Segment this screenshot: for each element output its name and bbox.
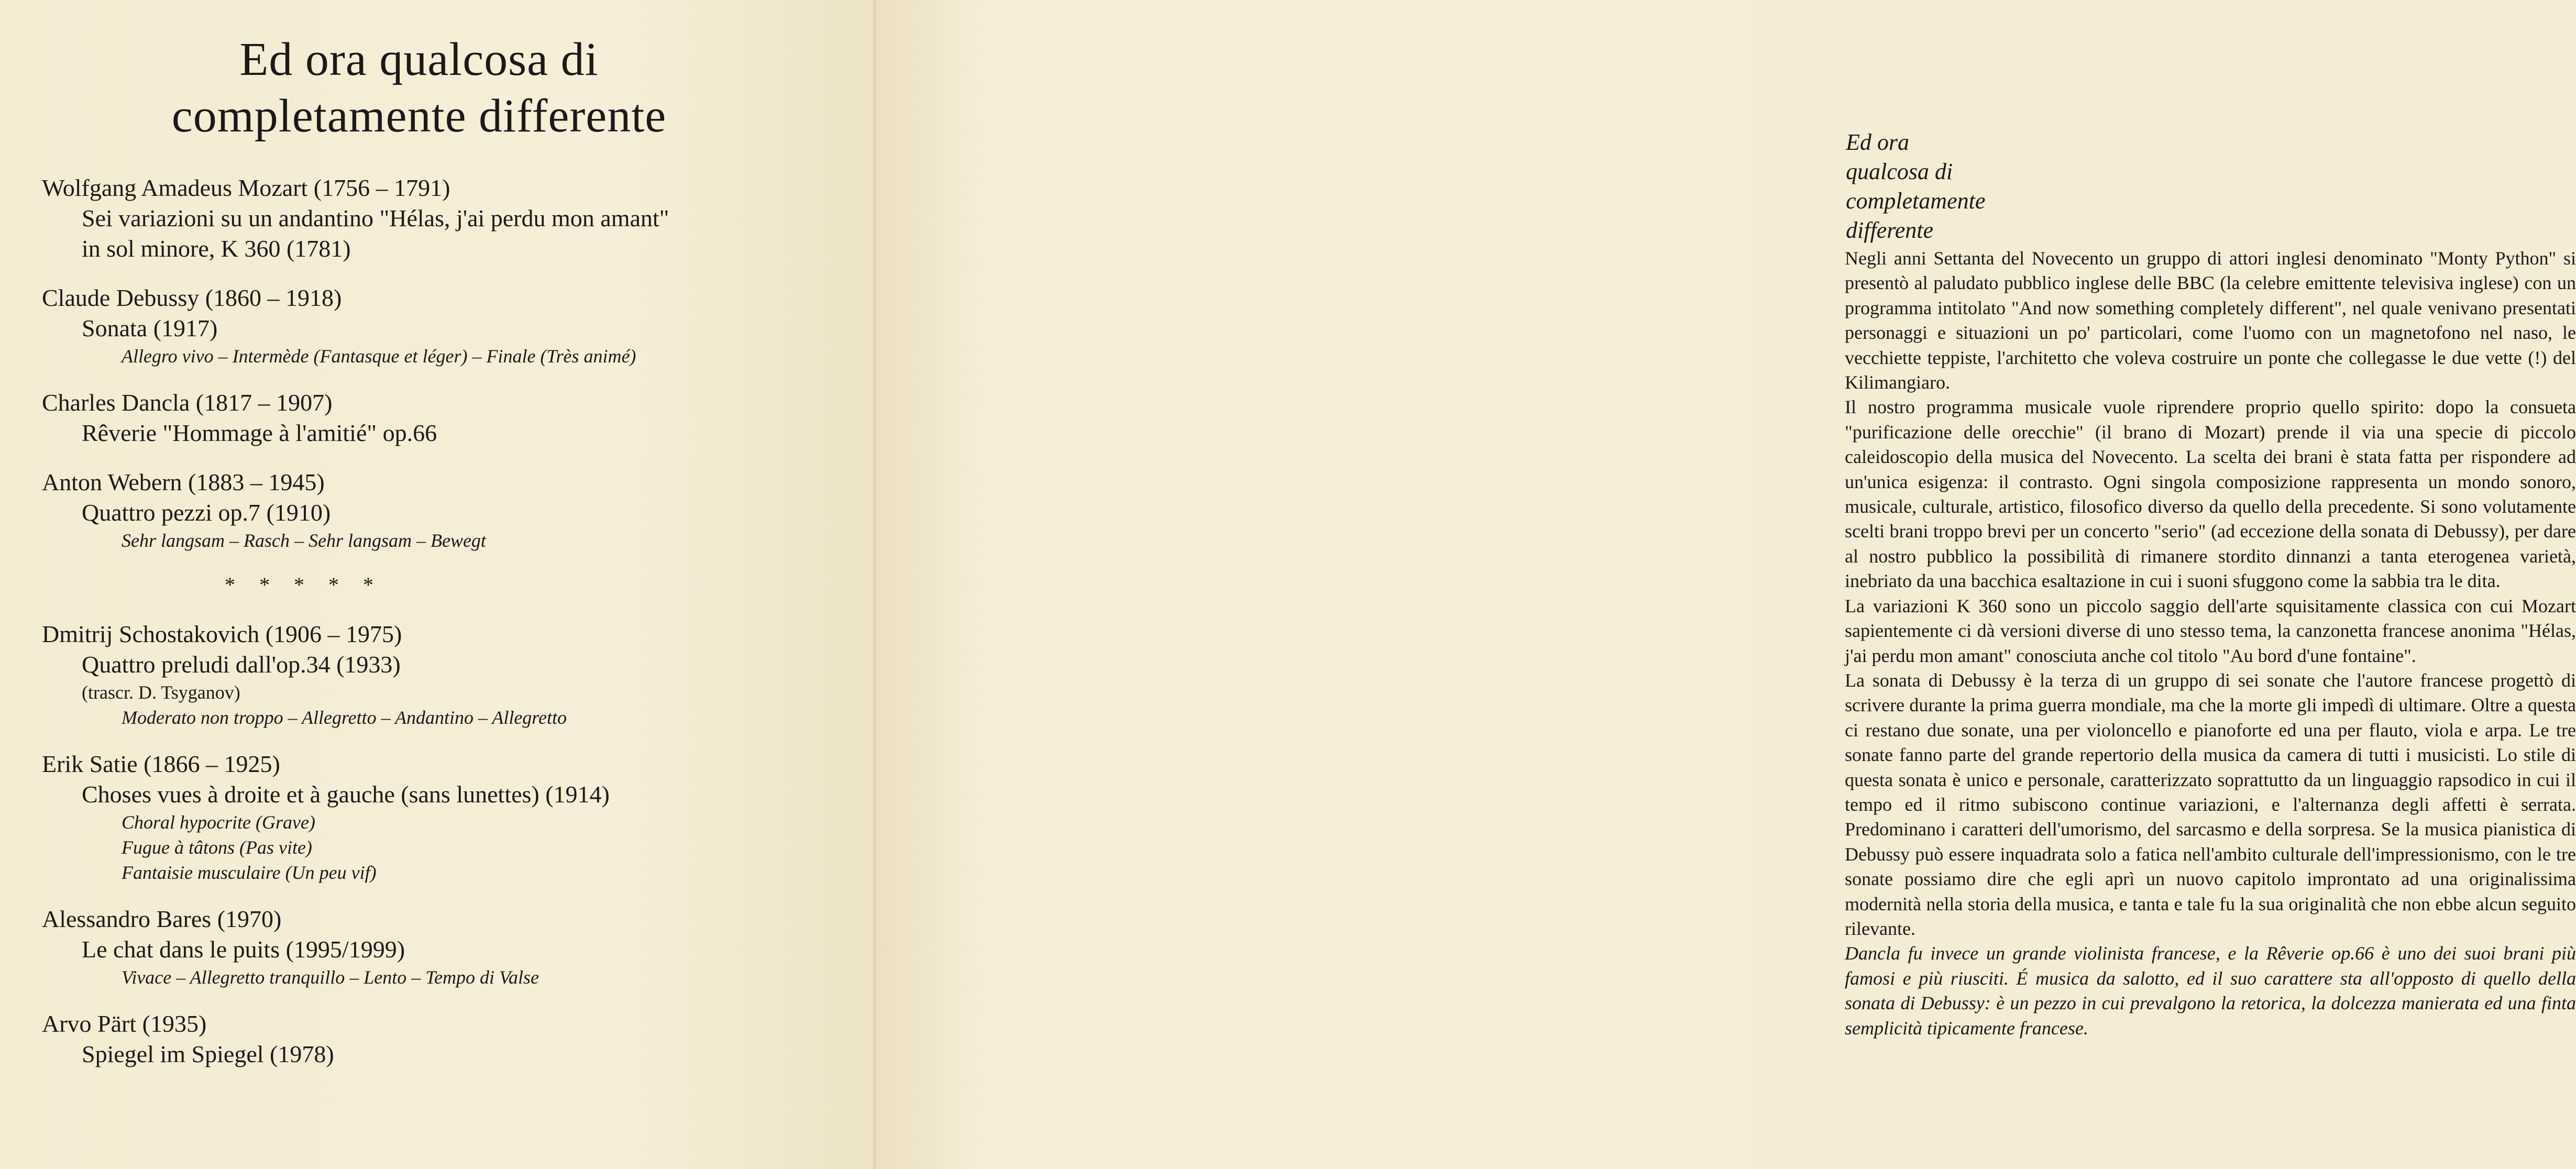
- program-entry: [42, 1009, 828, 1069]
- movement-list: Sehr langsam – Rasch – Sehr langsam – Bewegt: [122, 530, 486, 551]
- program-part-one: [42, 173, 828, 553]
- movement-list: Choral hypocrite (Grave): [122, 812, 315, 833]
- program-notes: [1845, 246, 2576, 1041]
- concert-program: [42, 173, 828, 1088]
- work-title: Le chat dans le puits (1995/1999): [82, 936, 405, 963]
- work-title: in sol minore, K 360 (1781): [82, 235, 351, 262]
- composer-name: Anton Webern (1883 – 1945): [42, 469, 325, 495]
- work-title: Spiegel im Spiegel (1978): [82, 1041, 334, 1067]
- work-title: Quattro pezzi op.7 (1910): [82, 499, 331, 526]
- program-title-line-1: Ed ora qualcosa di: [239, 34, 599, 85]
- right-page: [876, 0, 2576, 1169]
- left-page: [0, 0, 876, 1169]
- movement-list: Vivace – Allegretto tranquillo – Lento – Tempo di Valse: [122, 967, 539, 988]
- program-entry: [42, 467, 828, 553]
- composer-name: Dmitrij Schostakovich (1906 – 1975): [42, 621, 402, 647]
- essay-paragraph: Dancla fu invece un grande violinista francese, e la Rêverie op.66 è uno dei suoi brani più famosi e più riusciti. É musica da salotto, ed il suo carattere sta all'opposto di quello della sonata di Debussy: è un pezzo in cui prevalgono la retorica, la dolcezza manierata ed una finta semplicità tipicamente francese.: [1845, 943, 2576, 1039]
- work-title: Rêverie "Hommage à l'amitié" op.66: [82, 420, 437, 446]
- program-part-two: [42, 619, 828, 1069]
- work-title: Choses vues à droite et à gauche (sans lunettes) (1914): [82, 781, 610, 808]
- composer-name: Charles Dancla (1817 – 1907): [42, 389, 333, 416]
- movement-list: Allegro vivo – Intermède (Fantasque et léger) – Finale (Très animé): [122, 346, 636, 367]
- program-entry: [42, 619, 828, 730]
- program-entry: [42, 388, 828, 448]
- work-title: Quattro preludi dall'op.34 (1933): [82, 651, 401, 678]
- composer-name: Alessandro Bares (1970): [42, 906, 282, 932]
- program-entry: [42, 283, 828, 369]
- program-entry: [42, 904, 828, 990]
- arrangement-note: (trascr. D. Tsyganov): [82, 682, 240, 703]
- movement-list: Fugue à tâtons (Pas vite): [122, 837, 312, 858]
- essay-paragraph: La variazioni K 360 sono un piccolo saggio dell'arte squisitamente classica con cui Mozart sapientemente ci dà versioni diverse di uno stesso tema, la canzonetta francese anonima "Hélas, j'ai perdu mon amant" conosciuta anche col titolo "Au bord d'une fontaine".: [1845, 595, 2576, 666]
- program-entry: [42, 749, 828, 885]
- composer-name: Erik Satie (1866 – 1925): [42, 751, 280, 777]
- essay-paragraph: Negli anni Settanta del Novecento un gruppo di attori inglesi denominato "Monty Python" si presentò al paludato pubblico inglese delle BBC (la celebre emittente televisiva inglese) con un programma intitolato "And now something completely different", nel quale venivano presentati personaggi e situazioni un po' particolari, come l'uomo con un magnetofono nel naso, le vecchiette teppiste, l'architetto che voleva costruire un ponte che collegasse le due vette (!) del Kilimangiaro.: [1845, 248, 2576, 393]
- work-title: Sonata (1917): [82, 315, 218, 341]
- movement-list: Moderato non troppo – Allegretto – Andantino – Allegretto: [122, 707, 567, 728]
- essay-paragraph: La sonata di Debussy è la terza di un gruppo di sei sonate che l'autore francese progettò di scrivere durante la prima guerra mondiale, ma che la morte gli impedì di ultimare. Oltre a questa ci restano due sonate, una per violoncello e pianoforte ed una per flauto, viola e arpa. Le tre sonate fanno parte del grande repertorio della musica da camera di tutti i musicisti. Lo stile di questa sonata è unico e personale, caratterizzato soprattutto da un linguaggio rapsodico in cui il tempo ed il ritmo subiscono continue variazioni, e l'alternanza degli affetti è serrata. Predominano i caratteri dell'umorismo, del sarcasmo e della sorpresa. Se la musica pianistica di Debussy può essere inquadrata solo a fatica nell'ambito culturale dell'impressionismo, con le tre sonate possiamo dire che egli aprì un nuovo capitolo improntato ad una originalissima modernità nella storia della musica, e tanta e tale fu la sua originalità che non ebbe alcun seguito rilevante.: [1845, 669, 2576, 939]
- essay-paragraph: Il nostro programma musicale vuole riprendere proprio quello spirito: dopo la consueta "purificazione delle orecchie" (il brano di Mozart) prende il via una specie di piccolo caleidoscopio della musica del Novecento. La scelta dei brani è stata fatta per rispondere ad un'unica esigenza: il contrasto. Ogni singola composizione rappresenta un mondo sonoro, musicale, culturale, artistico, filosofico diverso da quello della precedente. Si sono volutamente scelti brani troppo brevi per un concerto "serio" (ad eccezione della sonata di Debussy), per dare al nostro pubblico la possibilità di rimanere stordito dinnanzi a tanta eterogenea varietà, inebriato da una bacchica esaltazione in cui i suoni sfuggono come la sabbia tra le dita.: [1845, 396, 2576, 592]
- composer-name: Claude Debussy (1860 – 1918): [42, 284, 342, 311]
- essay-heading: Ed ora qualcosa di completamente differente: [1846, 129, 1986, 243]
- movement-list: Fantaisie musculaire (Un peu vif): [122, 862, 377, 883]
- program-title-line-2: completamente differente: [171, 90, 667, 142]
- program-entry: [42, 173, 828, 264]
- program-title: [105, 31, 733, 145]
- work-title: Sei variazioni su un andantino "Hélas, j'ai perdu mon amant": [82, 205, 669, 231]
- composer-name: Wolfgang Amadeus Mozart (1756 – 1791): [42, 174, 450, 201]
- composer-name: Arvo Pärt (1935): [42, 1010, 207, 1037]
- interval-separator: * * * * *: [225, 573, 383, 597]
